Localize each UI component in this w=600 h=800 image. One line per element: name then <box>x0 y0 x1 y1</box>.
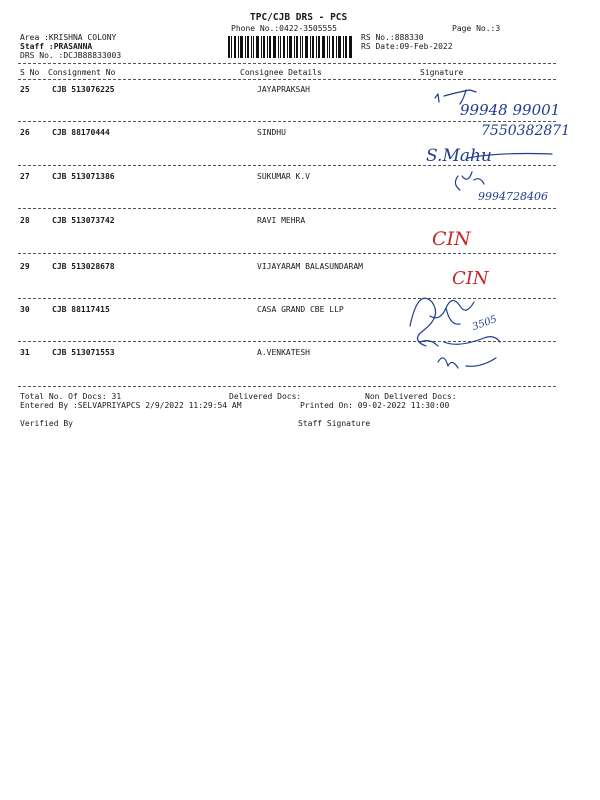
non-delivered-docs: Non Delivered Docs: <box>365 392 457 401</box>
divider <box>18 63 556 64</box>
handwritten-note-30: 3505 <box>470 313 499 334</box>
handwritten-mark-28: CIN <box>432 228 471 250</box>
row-consignment: CJB 513071386 <box>52 172 115 181</box>
row-consignment: CJB 513073742 <box>52 216 115 225</box>
row-consignment: CJB 88117415 <box>52 305 110 314</box>
row-consignee: JAYAPRAKSAH <box>257 85 310 94</box>
row-sno: 28 <box>20 216 30 225</box>
row-sno: 31 <box>20 348 30 357</box>
document-title: TPC/CJB DRS - PCS <box>250 12 348 23</box>
row-sno: 27 <box>20 172 30 181</box>
col-sno: S No <box>20 68 40 77</box>
row-consignee: SUKUMAR K.V <box>257 172 310 181</box>
col-consignee: Consignee Details <box>240 68 322 77</box>
row-sno: 25 <box>20 85 30 94</box>
row-consignment: CJB 513071553 <box>52 348 115 357</box>
row-consignment: CJB 513028678 <box>52 262 115 271</box>
delivered-docs: Delivered Docs: <box>229 392 302 401</box>
rs-date: RS Date:09-Feb-2022 <box>361 42 453 51</box>
col-signature: Signature <box>420 68 464 77</box>
staff-signature: Staff Signature <box>298 419 371 428</box>
rs-number: RS No.:888330 <box>361 33 424 42</box>
row-consignee: CASA GRAND CBE LLP <box>257 305 344 314</box>
col-consignment: Consignment No <box>48 68 116 77</box>
row-consignment: CJB 88170444 <box>52 128 110 137</box>
barcode-image <box>228 36 352 58</box>
row-consignee: RAVI MEHRA <box>257 216 306 225</box>
handwritten-mark-29: CIN <box>452 268 489 289</box>
total-docs: Total No. Of Docs: 31 <box>20 392 122 401</box>
verified-by: Verified By <box>20 419 73 428</box>
phone-number: Phone No.:0422-3505555 <box>231 24 337 33</box>
entered-by: Entered By :SELVAPRIYAPCS 2/9/2022 11:29:54 AM <box>20 401 242 410</box>
handwritten-name-26: S.Mahu <box>426 146 492 166</box>
printed-on: Printed On: 09-02-2022 11:30:00 <box>300 401 450 410</box>
row-sno: 26 <box>20 128 30 137</box>
handwritten-phone-27: 9994728406 <box>478 190 548 203</box>
row-consignment: CJB 513076225 <box>52 85 115 94</box>
drs-number: DRS No. :DCJB88833003 <box>20 51 122 60</box>
handwritten-phone-25: 99948 99001 <box>460 101 561 119</box>
row-consignee: VIJAYARAM BALASUNDARAM <box>257 262 363 271</box>
staff-label: Staff :PRASANNA <box>20 42 93 51</box>
row-consignee: A.VENKATESH <box>257 348 310 357</box>
handwritten-phone-26: 7550382871 <box>481 123 571 139</box>
row-sno: 29 <box>20 262 30 271</box>
area-label: Area :KRISHNA COLONY <box>20 33 117 42</box>
page-number: Page No.:3 <box>452 24 501 33</box>
divider <box>18 386 556 387</box>
row-sno: 30 <box>20 305 30 314</box>
row-consignee: SINDHU <box>257 128 286 137</box>
